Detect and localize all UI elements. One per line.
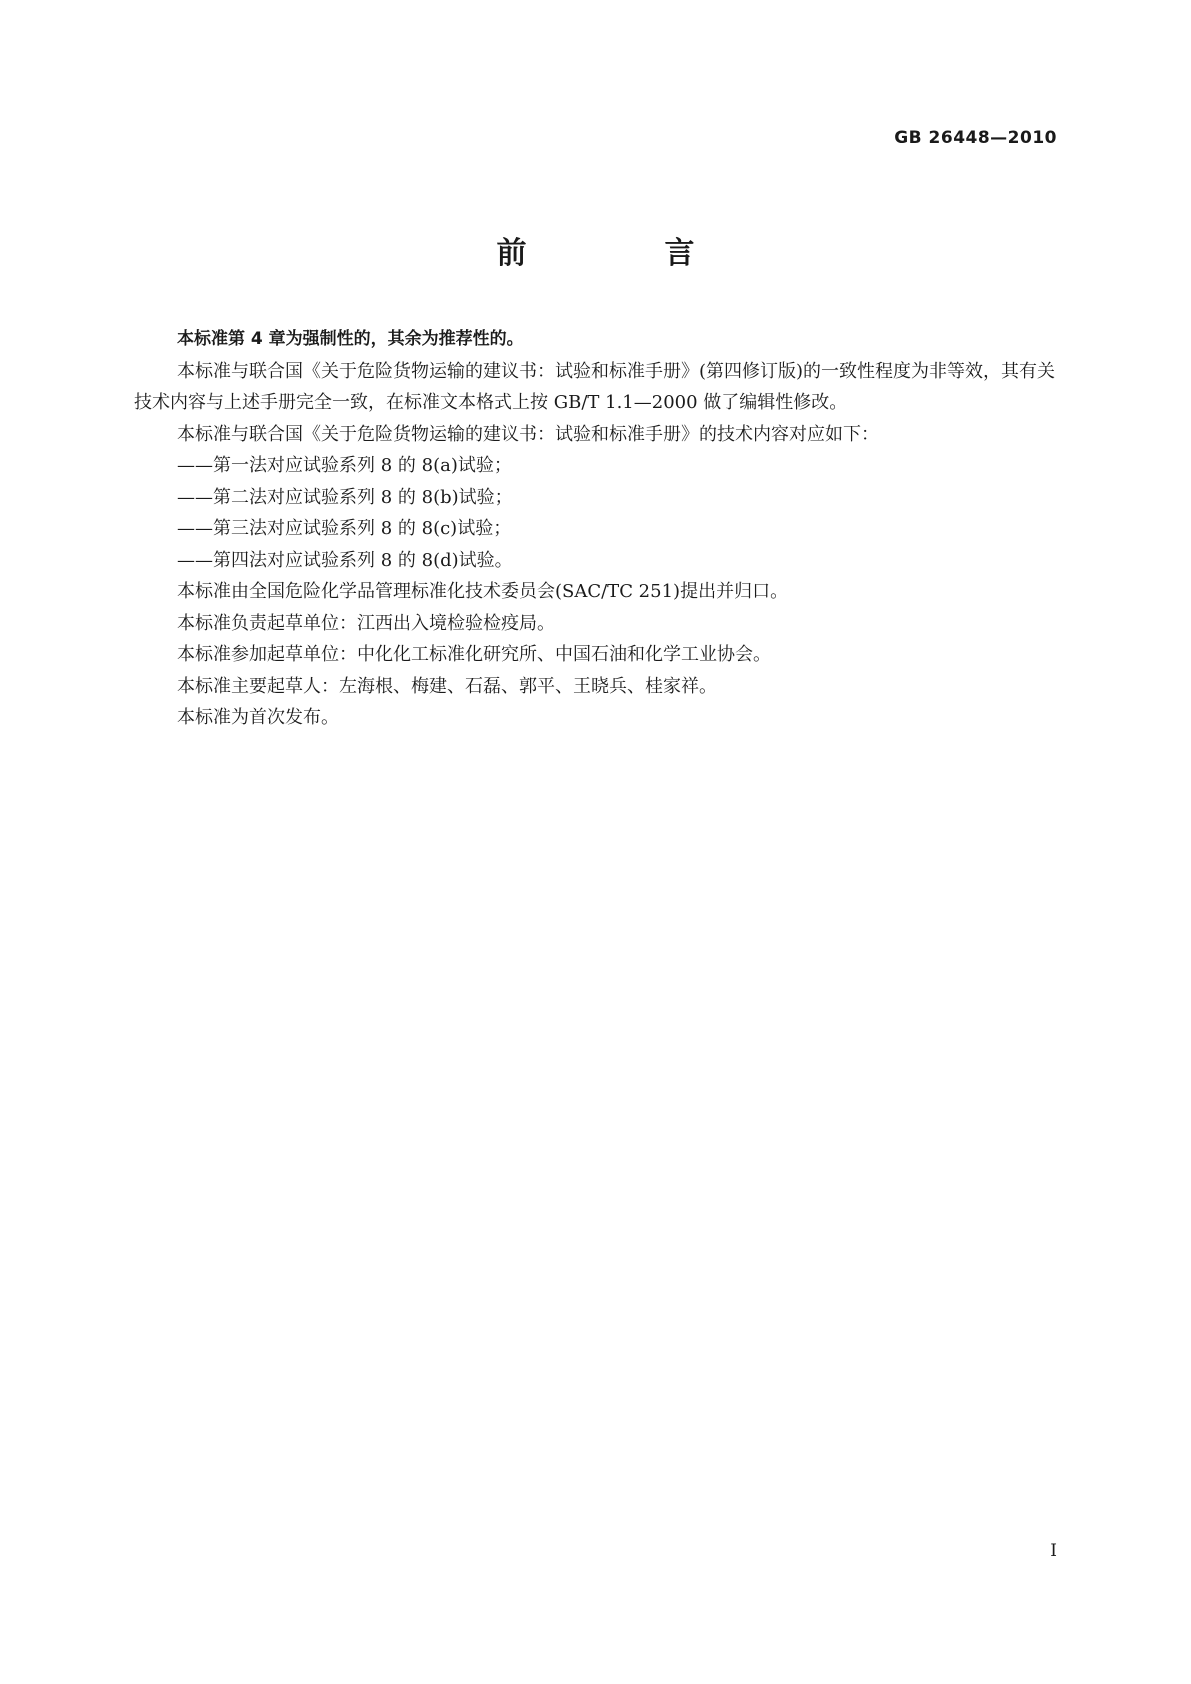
lead-drafter-unit: 本标准负责起草单位：江西出入境检验检疫局。 xyxy=(177,612,555,634)
correspondence-item: ——第一法对应试验系列 8 的 8(a)试验； xyxy=(177,455,512,476)
page-title: 前 言 xyxy=(496,236,749,271)
correspondence-item: ——第四法对应试验系列 8 的 8(d)试验。 xyxy=(177,549,513,571)
page-number: I xyxy=(1050,1541,1057,1561)
correspondence-intro: 本标准与联合国《关于危险货物运输的建议书：试验和标准手册》的技术内容对应如下： xyxy=(177,423,879,445)
first-release-statement: 本标准为首次发布。 xyxy=(177,707,339,728)
standard-code: GB 26448—2010 xyxy=(894,128,1057,148)
consistency-statement: 本标准与联合国《关于危险货物运输的建议书：试验和标准手册》(第四修订版)的一致性程度为非等效，其有关技术内容与上述手册完全一致，在标准文本格式上按 GB/T 1.1—2000 做了编辑性修改。 xyxy=(134,360,1056,413)
foreword-body xyxy=(134,324,1056,734)
participating-drafter-units: 本标准参加起草单位：中化化工标准化研究所、中国石油和化学工业协会。 xyxy=(177,644,771,665)
proposer-statement: 本标准由全国危险化学品管理标准化技术委员会(SAC/TC 251)提出并归口。 xyxy=(177,581,789,602)
correspondence-item: ——第二法对应试验系列 8 的 8(b)试验； xyxy=(177,486,513,508)
mandatory-clause-statement: 本标准第 4 章为强制性的，其余为推荐性的。 xyxy=(177,329,524,349)
correspondence-item: ——第三法对应试验系列 8 的 8(c)试验； xyxy=(177,518,512,539)
main-drafters: 本标准主要起草人：左海根、梅建、石磊、郭平、王晓兵、桂家祥。 xyxy=(177,675,717,697)
